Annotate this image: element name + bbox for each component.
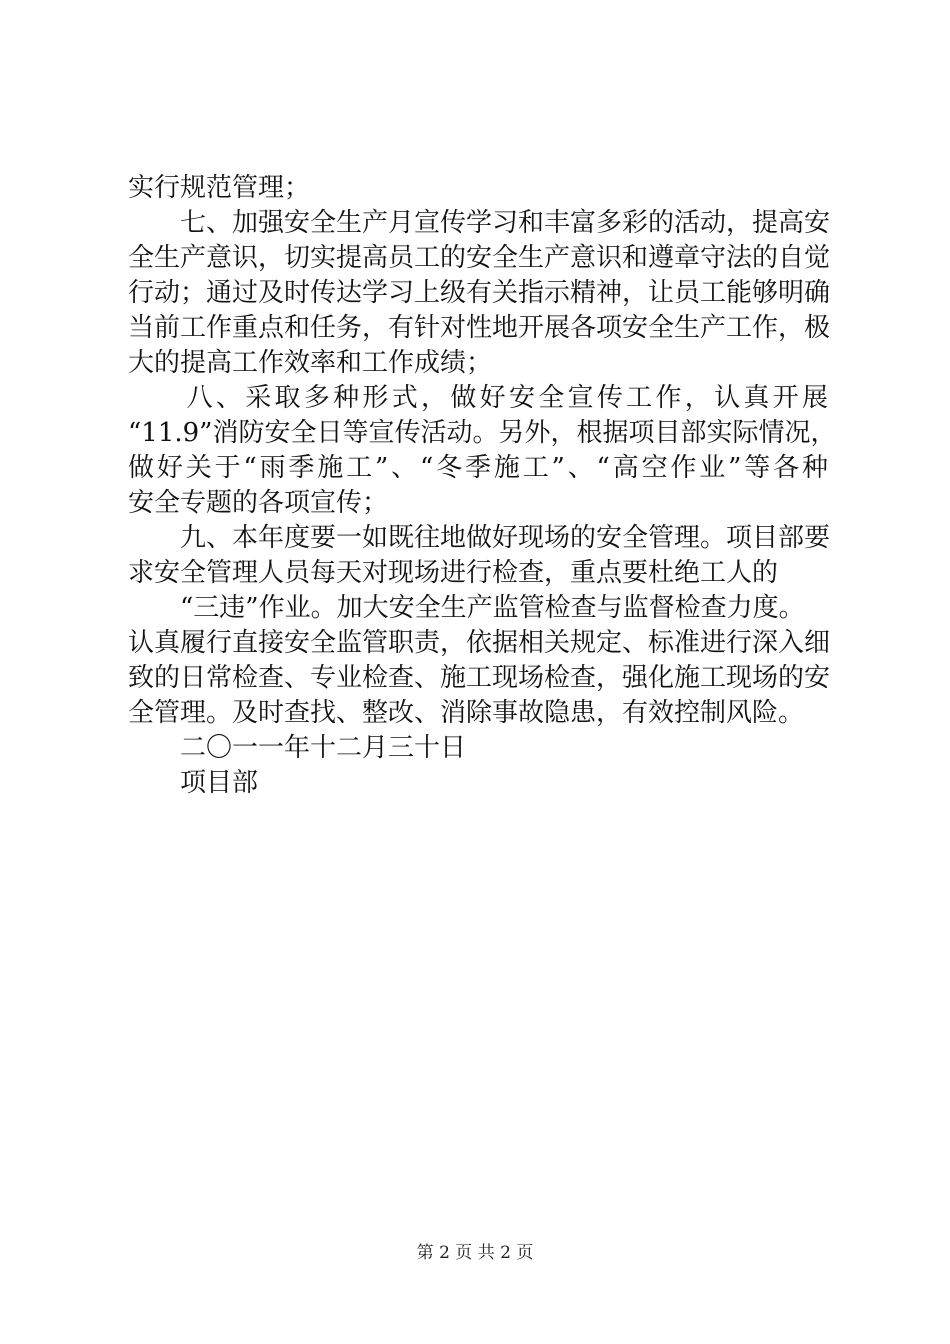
body-text-line: 安全专题的各项宣传；: [128, 488, 389, 518]
body-text-line: 实行规范管理；: [128, 173, 311, 203]
body-text-line: 当前工作重点和任务，有针对性地开展各项安全生产工作，极: [128, 313, 831, 343]
body-text-line: 大的提高工作效率和工作成绩；: [128, 348, 493, 378]
body-text-line: 致的日常检查、专业检查、施工现场检查，强化施工现场的安: [128, 663, 831, 693]
page-number-footer: 第 2 页 共 2 页: [416, 1243, 534, 1263]
body-text-line: 八、采取多种形式，做好安全宣传工作，认真开展: [128, 383, 828, 413]
body-text-line: 全生产意识，切实提高员工的安全生产意识和遵章守法的自觉: [128, 243, 831, 273]
signature-line: 项目部: [128, 768, 259, 798]
body-text-line: 做好关于“雨季施工”、“冬季施工”、“高空作业”等各种: [128, 453, 828, 483]
body-text-line: “11.9”消防安全日等宣传活动。另外，根据项目部实际情况，: [128, 418, 837, 448]
body-text-line: 行动；通过及时传达学习上级有关指示精神，让员工能够明确: [128, 278, 831, 308]
body-text-line: 七、加强安全生产月宣传学习和丰富多彩的活动，提高安: [128, 208, 831, 238]
body-text-line: 九、本年度要一如既往地做好现场的安全管理。项目部要: [128, 523, 831, 553]
body-text-line: 全管理。及时查找、整改、消除事故隐患，有效控制风险。: [128, 698, 805, 728]
body-text-line: 认真履行直接安全监管职责，依据相关规定、标准进行深入细: [128, 628, 831, 658]
body-text-line: “三违”作业。加大安全生产监管检查与监督检查力度。: [128, 593, 805, 623]
date-line: 二〇一一年十二月三十日: [128, 733, 467, 763]
body-text-line: 求安全管理人员每天对现场进行检查，重点要杜绝工人的: [128, 558, 779, 588]
